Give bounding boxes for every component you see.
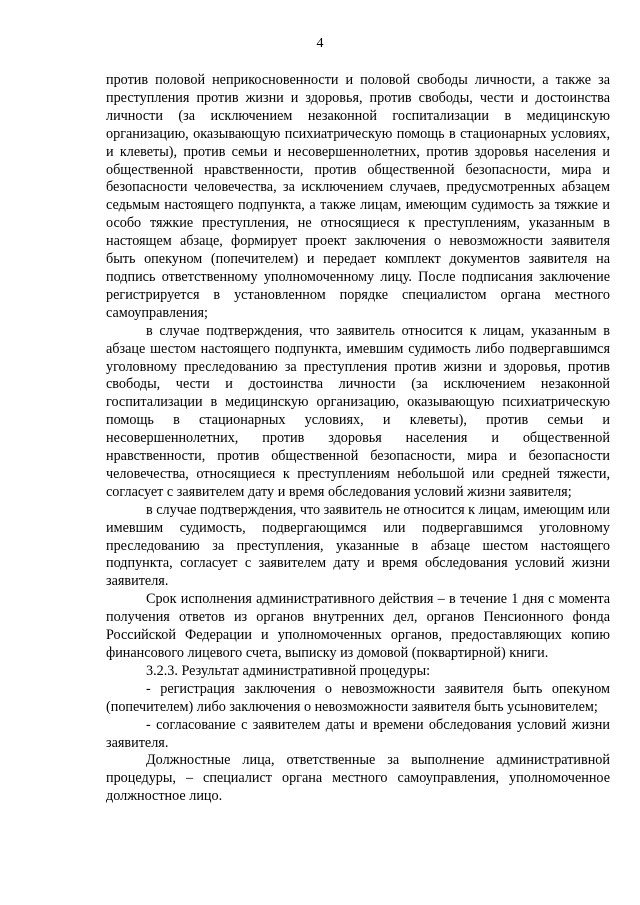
section-heading-3-2-3: 3.2.3. Результат административной процедуры: bbox=[146, 662, 431, 679]
document-body bbox=[106, 72, 610, 806]
result-item-1: - регистрация заключения о невозможности заявителя быть опекуном (попечителем) либо заключения о невозможности заявителя быть усыновителем; bbox=[106, 680, 610, 715]
paragraph-4: Срок исполнения административного действия – в течение 1 дня с момента получения ответов из органов внутренних дел, органов Пенсионного фонда Российской Федерации и уполномоченных органов, предоставляющих копию финансового лицевого счета, выписку из домовой (поквартирной) книги. bbox=[106, 591, 610, 661]
paragraph-2: в случае подтверждения, что заявитель относится к лицам, указанным в абзаце шестом настоящего подпункта, имевшим судимость либо подвергавшимся уголовному преследованию за преступления против жизни и здоровья, против свободы, чести и достоинства личности (за исключением незаконной госпитализации в медицинскую организацию, оказывающую психиатрическую помощь в стационарных условиях, и клеветы), против семьи и несовершеннолетних, против здоровья населения и общественной нравственности, против общественной безопасности, мира и безопасности человечества, относящиеся к преступлениям небольшой или средней тяжести, согласует с заявителем дату и время обследования условий жизни заявителя; bbox=[106, 322, 610, 500]
paragraph-3: в случае подтверждения, что заявитель не относится к лицам, имеющим или имевшим судимость, подвергающимся или подвергавшимся уголовному преследованию за преступления, указанные в абзаце шестом настоящего подпункта, согласует с заявителем дату и время обследования условий жизни заявителя. bbox=[106, 501, 610, 590]
result-item-2: - согласование с заявителем даты и времени обследования условий жизни заявителя. bbox=[106, 716, 610, 751]
paragraph-1: против половой неприкосновенности и половой свободы личности, а также за преступления против жизни и здоровья, против свободы, чести и достоинства личности (за исключением незаконной госпитализации в медицинскую организацию, оказывающую психиатрическую помощь в стационарных условиях, и клеветы), против семьи и несовершеннолетних, против здоровья населения и общественной нравственности, против общественной безопасности, мира и безопасности человечества, за исключением случаев, предусмотренных абзацем седьмым настоящего подпункта, а также лицам, имеющим судимость за тяжкие и особо тяжкие преступления, не относящиеся к преступлениям, указанным в настоящем абзаце, формирует проект заключения о невозможности заявителя быть опекуном (попечителем) и передает комплект документов заявителя на подпись ответственному уполномоченному лицу. После подписания заключение регистрируется в установленном порядке специалистом органа местного самоуправления; bbox=[106, 72, 610, 321]
page-number: 4 bbox=[316, 36, 324, 51]
paragraph-responsible-persons: Должностные лица, ответственные за выполнение административной процедуры, – специалист органа местного самоуправления, уполномоченное должностное лицо. bbox=[106, 752, 610, 805]
